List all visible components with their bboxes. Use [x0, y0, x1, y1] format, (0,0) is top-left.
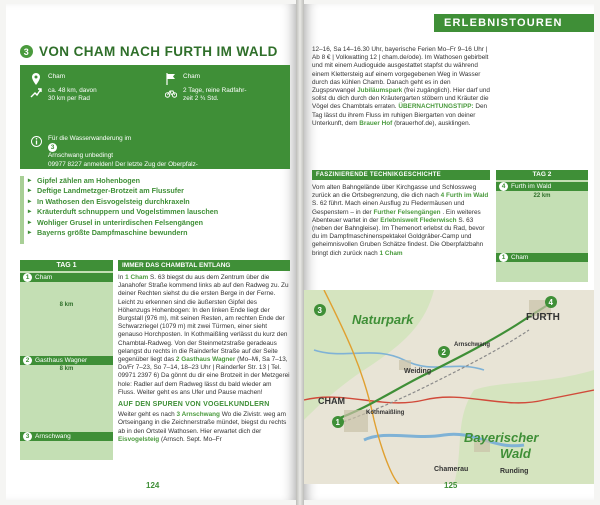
place-link-eisvogelsteig[interactable]: Eisvogelsteig [118, 435, 160, 443]
overnight-tip-label: ÜBERNACHTUNGSTIPP: [398, 103, 474, 111]
note-ref-number: 3 [48, 143, 57, 152]
highlight-item: ▸ In Wathosen den Eisvogelsteig durchkraxeln [28, 197, 290, 207]
note-line-2: 09977 8227 anmelden! Der letzte Zug der Oberpfalz- [48, 160, 198, 168]
place-link-felsengaenge[interactable]: Further Felsengängen [373, 208, 441, 216]
body-text-left [118, 274, 290, 447]
stop-gasthaus-wagner [20, 356, 113, 365]
flag-icon [165, 73, 177, 85]
section-heading: IMMER DAS CHAMBTAL ENTLANG [118, 260, 290, 271]
route-title [20, 44, 290, 59]
page-number: 124 [146, 481, 160, 490]
map-label-kothmaissling: Kothmaißling [366, 410, 405, 416]
distance-bike-text: 30 km per Rad [48, 95, 90, 103]
svg-text:4: 4 [548, 298, 553, 307]
highlights-list [28, 176, 290, 238]
place-link-brauer-hof[interactable]: Brauer Hof [359, 119, 393, 127]
place-link-gasthaus[interactable]: 2 Gasthaus Wagner [175, 356, 236, 364]
day1-label: TAG 1 [20, 260, 113, 271]
sub-heading: AUF DEN SPUREN VON VOGELKUNDLERN [118, 401, 270, 409]
note-line-3: bahn von Furth zurück nach Cham fährt gegen 21 Uhr. [48, 169, 203, 177]
place-link-arnschwang[interactable]: 3 Arnschwang [176, 411, 220, 419]
stop-name: Cham [511, 254, 529, 261]
end-row [165, 73, 200, 85]
stop-cham-end [496, 253, 588, 262]
note-row [30, 135, 280, 178]
book-gutter [296, 0, 304, 505]
end-location: Cham [183, 73, 201, 80]
stop-number: 3 [23, 432, 32, 441]
duration-text: 2 Tage, reine Radfahr- [183, 87, 247, 94]
route-map[interactable] [304, 290, 594, 484]
stop-name: Gasthaus Wagner [35, 357, 88, 364]
stop-name: Furth im Wald [511, 183, 552, 190]
distance-label: 8 km [59, 302, 74, 308]
map-label-bayerischer: Bayerischer [464, 430, 539, 445]
distance-row [30, 87, 97, 104]
place-link-cham[interactable]: 1 Cham [125, 274, 149, 281]
map-label-cham: CHAM [318, 396, 345, 406]
body-text-right-bottom: Vom alten Bahngelände über Kirchgasse und Schlossweg zurück an die Ortsbegrenzung, die dich nach 4 Furth im Wald S. 62 führt. Mach einen Ausflug zu Fledermäusen und Gespenstern – in der Further Felsengängen . Ein weiteres Abenteuer wartet in der Erlebniswelt Flederwisch S. 63 (neben der Bahngleise). Im Themenort erlebst du Rad, bevor du im Dampfmaschinenspektakel Goldgräber-Camp und geheimnisvollen Gruben Schätze findest. Die Oberpfalzbahn bringt dich zurück nach 1 Cham [312, 184, 489, 257]
stop-name: Cham [35, 274, 53, 281]
map-label-furth: FURTH [526, 312, 560, 323]
route-number-badge: 3 [20, 45, 33, 58]
right-page [304, 4, 594, 500]
start-location: Cham [48, 73, 66, 80]
paragraph: 12–16, Sa 14–16.30 Uhr, bayerische Ferien Mo–Fr 9–16 Uhr | Ab 8 € | Volkwatting 12 | cham.de/ode). Im Wathosen gebirbelt und mit einem Audioguide ausgestattet stapfst du während einem Klettersteig auf einem vorgegebenen Weg in Wasser durch das kühlen Chamb. Danach geht es in den Zugspsrwangel Jubiläumspark (frei zugänglich). Hier darf und sollst du dich durch den Kräutergarten stöbern und Kräuter die Vögel des Chambtals erraten. ÜBERNACHTUNGSTIPP: Den Tag lässt du ihrem Fluss im ruhigen Biergarten von deiner Unterkunft, dem Brauer Hof (brauerhof.de), ausklingen. [312, 46, 490, 127]
stop-arnschwang [20, 432, 113, 441]
body-text-right-top [312, 46, 490, 131]
map-label-wald: Wald [500, 446, 531, 461]
route-arrow-icon [30, 87, 42, 99]
distance-text: ca. 48 km, davon [48, 87, 97, 94]
svg-text:2: 2 [441, 348, 446, 357]
left-page [6, 4, 296, 500]
highlight-item: ▸ Bayerns größte Dampfmaschine bewundern [28, 228, 290, 238]
section-banner: ERLEBNISTOUREN [434, 14, 594, 32]
duration-detail-text: zeit 2 ¾ Std. [183, 95, 219, 103]
day2-label: TAG 2 [496, 170, 588, 180]
stop-number: 4 [499, 182, 508, 191]
highlights-accent-bar [20, 176, 24, 244]
paragraph: In 1 Cham S. 63 biegst du aus dem Zentrum über die Janahofer Straße kommend links ab auf den Radweg zu. Zu deiner Rechten siehst du die ersten Berge in der Ferne. Leicht zu erkennen sind die äußersten Gipfel des Höhenzugs Hohenbogen: In den linken Ende liegt der Burgstall (976 m), mit seinen Resten, am rechten Ende der Schwarzriegel (1079 m) mit zwei Türmen, einer sieht genauso Horchposten. In Kothmaißling verlässt du kurz den Chambtal-Radweg. Von der Steinmetzstraße geradeaus gelangst du rechts in die Rainderfer Straße auf der Seite gegenüber liegt das 2 Gasthaus Wagner (Mo–Mi, Sa 7–13, Do/Fr 7–23, So 7–14, 18–23 Uhr | Rainderfer Str. 13 | Tel. 09971 2397 6) Da gönnt du dir eine Brotzeit in der Metzgerei hole: Radler auf dem Radweg lässt du bald wieder am Fluss. Weiter geht es ans Ufer und Pause machen! [118, 274, 290, 396]
route-info-box [20, 65, 290, 177]
duration-row [165, 87, 246, 104]
stop-number: 1 [23, 273, 32, 282]
stop-name: Arnschwang [35, 433, 71, 440]
highlight-item: ▸ Wohliger Grusel in unterirdischen Felsengängen [28, 218, 290, 228]
place-link-furth[interactable]: 4 Furth im Wald [440, 192, 489, 200]
svg-text:3: 3 [317, 306, 322, 315]
map-label-naturpark: Naturpark [352, 312, 414, 327]
paragraph: Weiter geht es nach 3 Arnschwang Wo die Zivistr. weg am Ortseingang in die Zeichnerstraße mündet, biegst du rechts ab in den Ortsteil Wathosen. Hier erwartet dich der Eisvogelsteig (Arnsch. Sept. Mo–Fr [118, 411, 287, 443]
note-ref-label: Arnschwang unbedingt [48, 152, 114, 160]
highlight-item: ▸ Gipfel zählen am Hohenbogen [28, 176, 290, 186]
section-heading: FASZINIERENDE TECHNIKGESCHICHTE [312, 170, 490, 180]
map-label-weiding: Weiding [404, 368, 432, 375]
bicycle-icon [165, 87, 177, 99]
highlight-item: ▸ Deftige Landmetzger-Brotzeit am Flussufer [28, 186, 290, 196]
distance-label: 8 km [59, 366, 74, 372]
stop-number: 2 [23, 356, 32, 365]
stop-cham [20, 273, 113, 282]
map-label-runding: Runding [500, 468, 529, 475]
map-label-chamerau: Chamerau [434, 466, 469, 473]
page-number: 125 [444, 481, 458, 490]
distance-label: 22 km [533, 193, 551, 199]
highlight-item: ▸ Kräuterduft schnuppern und Vogelstimmen lauschen [28, 207, 290, 217]
info-icon [30, 135, 42, 147]
stop-furth [496, 182, 588, 191]
svg-text:1: 1 [335, 418, 340, 427]
map-label-arnschwang: Arnschwang [454, 342, 491, 348]
start-row [30, 73, 65, 85]
place-link-cham-return[interactable]: 1 Cham [379, 249, 403, 257]
location-pin-icon [30, 73, 42, 85]
place-link-jubilaeumspark[interactable]: Jubiläumspark [357, 87, 403, 95]
place-link-flederwisch[interactable]: Erlebniswelt Flederwisch [380, 216, 457, 224]
note-line-1: Für die Wasserwanderung im [48, 135, 132, 142]
route-title-text: VON CHAM NACH FURTH IM WALD [39, 44, 278, 59]
stop-number: 1 [499, 253, 508, 262]
